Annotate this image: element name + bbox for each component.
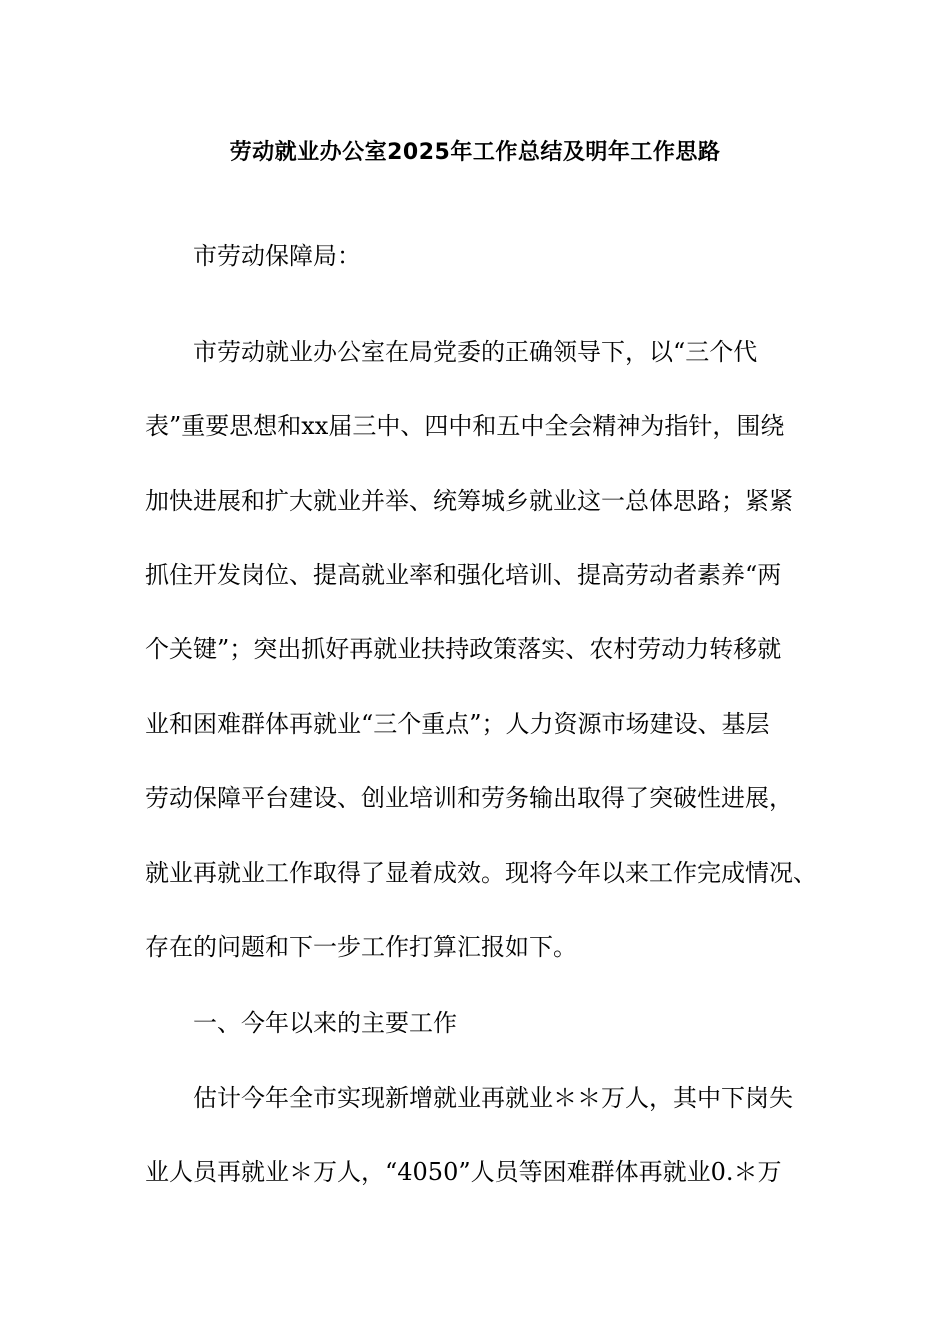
paragraph-line: 抓住开发岗位、提高就业率和强化培训、提高劳动者素养“两 (145, 561, 782, 589)
paragraph-line: 个关键”；突出抓好再就业扶持政策落实、农村劳动力转移就 (145, 635, 782, 663)
salutation: 市劳动保障局： (193, 242, 361, 270)
paragraph-line: 存在的问题和下一步工作打算汇报如下。 (145, 933, 577, 961)
paragraph-line: 表”重要思想和xx届三中、四中和五中全会精神为指针，围绕 (145, 412, 785, 440)
paragraph-line: 市劳动就业办公室在局党委的正确领导下，以“三个代 (193, 338, 758, 366)
paragraph-line: 估计今年全市实现新增就业再就业＊＊万人，其中下岗失 (193, 1084, 793, 1112)
paragraph-line: 业人员再就业＊万人，“4050”人员等困难群体再就业0.＊万 (145, 1158, 782, 1186)
paragraph-line: 业和困难群体再就业“三个重点”；人力资源市场建设、基层 (145, 710, 770, 738)
paragraph-line: 劳动保障平台建设、创业培训和劳务输出取得了突破性进展， (145, 784, 793, 812)
paragraph-line: 就业再就业工作取得了显着成效。现将今年以来工作完成情况、 (145, 859, 817, 887)
section-heading: 一、今年以来的主要工作 (193, 1009, 457, 1037)
paragraph-line: 加快进展和扩大就业并举、统筹城乡就业这一总体思路；紧紧 (145, 487, 793, 515)
document-title: 劳动就业办公室2025年工作总结及明年工作思路 (229, 140, 721, 165)
